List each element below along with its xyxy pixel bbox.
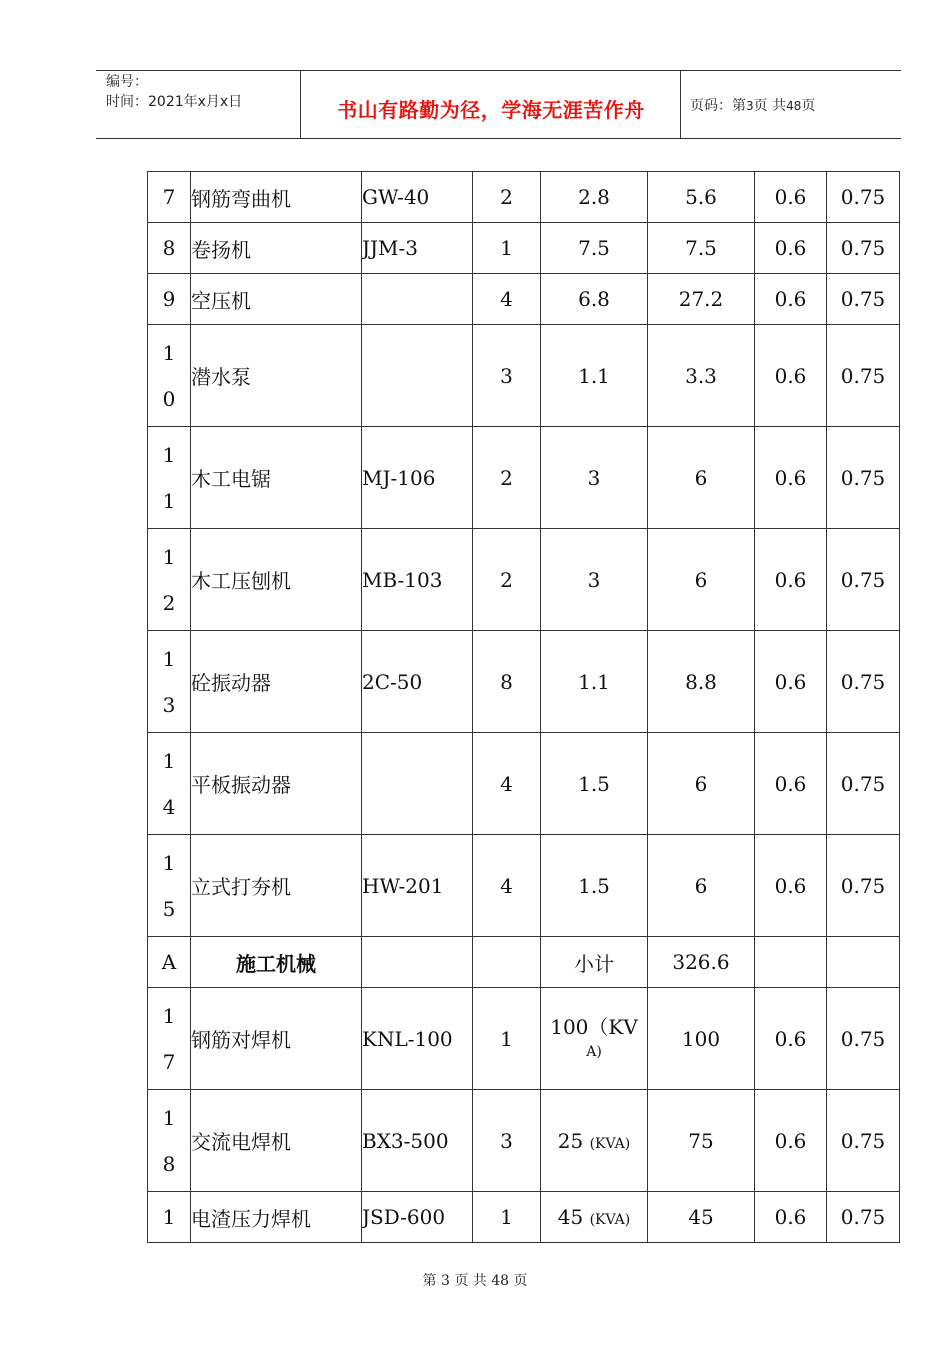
empty-cell [362, 937, 473, 988]
equipment-demand-factor: 0.6 [755, 835, 827, 937]
table-row [148, 223, 900, 274]
table-row [148, 274, 900, 325]
page-label-prefix: 页码：第 [690, 98, 746, 114]
header-meta [106, 72, 242, 112]
equipment-name: 砼振动器 [191, 631, 362, 733]
equipment-power-factor: 0.75 [827, 223, 900, 274]
equipment-qty: 1 [473, 1192, 541, 1243]
power-unit: (KVA) [589, 1212, 631, 1228]
row-index-digit: 1 [162, 442, 176, 467]
row-index-digit: 4 [162, 794, 176, 819]
row-index-digit: 8 [162, 1151, 176, 1176]
header-page-info [690, 95, 815, 115]
equipment-total-power: 6 [648, 529, 755, 631]
equipment-power-factor: 0.75 [827, 427, 900, 529]
equipment-total-power: 6 [648, 733, 755, 835]
equipment-demand-factor: 0.6 [755, 631, 827, 733]
equipment-qty: 2 [473, 427, 541, 529]
equipment-model: 2C-50 [362, 631, 473, 733]
equipment-model: KNL-100 [362, 988, 473, 1090]
header-divider-right [680, 70, 681, 138]
equipment-total-power: 27.2 [648, 274, 755, 325]
equipment-power: 1.5 [541, 733, 648, 835]
equipment-model [362, 733, 473, 835]
equipment-power-factor: 0.75 [827, 835, 900, 937]
row-index-digit: 7 [162, 1049, 176, 1074]
empty-cell [755, 937, 827, 988]
power-value: 45 [557, 1205, 584, 1229]
row-index: 1 [148, 1192, 191, 1243]
table-row [148, 835, 900, 937]
row-index [148, 988, 191, 1090]
equipment-name: 立式打夯机 [191, 835, 362, 937]
equipment-qty: 4 [473, 733, 541, 835]
row-index-digit: 5 [162, 896, 176, 921]
equipment-model: MJ-106 [362, 427, 473, 529]
equipment-name: 卷扬机 [191, 223, 362, 274]
equipment-power [541, 1090, 648, 1192]
table-row [148, 733, 900, 835]
equipment-power-factor: 0.75 [827, 988, 900, 1090]
equipment-qty: 3 [473, 1090, 541, 1192]
equipment-demand-factor: 0.6 [755, 427, 827, 529]
footer-suffix: 页 [513, 1273, 528, 1289]
equipment-name: 钢筋弯曲机 [191, 172, 362, 223]
equipment-model: BX3-500 [362, 1090, 473, 1192]
row-index-digit: 1 [162, 850, 176, 875]
row-index-digit: 3 [162, 692, 176, 717]
equipment-model: GW-40 [362, 172, 473, 223]
equipment-total-power: 6 [648, 427, 755, 529]
table-row [148, 427, 900, 529]
equipment-demand-factor: 0.6 [755, 325, 827, 427]
row-index [148, 733, 191, 835]
equipment-power: 1.1 [541, 325, 648, 427]
equipment-power-factor: 0.75 [827, 733, 900, 835]
table-row [148, 325, 900, 427]
power-value-line2: A) [586, 1043, 602, 1060]
equipment-power [541, 1192, 648, 1243]
equipment-model: HW-201 [362, 835, 473, 937]
equipment-total-power: 75 [648, 1090, 755, 1192]
equipment-table [147, 171, 900, 1243]
equipment-demand-factor: 0.6 [755, 172, 827, 223]
equipment-total-power: 8.8 [648, 631, 755, 733]
row-index-digit: 1 [162, 340, 176, 365]
row-index-digit: 1 [162, 646, 176, 671]
equipment-power: 1.1 [541, 631, 648, 733]
header-bottom-rule [96, 138, 901, 139]
row-index-digit: 1 [162, 488, 176, 513]
table-row [148, 631, 900, 733]
empty-cell [827, 937, 900, 988]
table-row [148, 529, 900, 631]
row-index [148, 427, 191, 529]
equipment-power-factor: 0.75 [827, 172, 900, 223]
page-total: 48 [786, 99, 802, 113]
row-index [148, 529, 191, 631]
equipment-name: 木工电锯 [191, 427, 362, 529]
equipment-name: 交流电焊机 [191, 1090, 362, 1192]
row-index-digit: 1 [162, 748, 176, 773]
row-index: 9 [148, 274, 191, 325]
header-motto: 书山有路勤为径，学海无涯苦作舟 [337, 98, 645, 122]
equipment-model [362, 325, 473, 427]
row-index [148, 835, 191, 937]
footer-mid: 页 共 [454, 1273, 487, 1289]
row-index [148, 631, 191, 733]
footer-prefix: 第 [422, 1273, 437, 1289]
equipment-power-factor: 0.75 [827, 631, 900, 733]
equipment-power [541, 988, 648, 1090]
equipment-model: JSD-600 [362, 1192, 473, 1243]
row-index: 7 [148, 172, 191, 223]
page-current: 3 [746, 99, 754, 113]
equipment-qty: 1 [473, 223, 541, 274]
equipment-power: 3 [541, 529, 648, 631]
equipment-power: 6.8 [541, 274, 648, 325]
page-label-mid: 页 共 [753, 98, 787, 114]
equipment-power-factor: 0.75 [827, 325, 900, 427]
equipment-total-power: 6 [648, 835, 755, 937]
page-footer [0, 1270, 950, 1290]
row-index-digit: 1 [162, 1105, 176, 1130]
equipment-power: 3 [541, 427, 648, 529]
header-top-rule [96, 70, 901, 71]
row-index-digit: 0 [162, 386, 176, 411]
row-index-digit: 2 [162, 590, 176, 615]
page-label-suffix: 页 [801, 98, 816, 114]
equipment-total-power: 5.6 [648, 172, 755, 223]
equipment-qty: 2 [473, 529, 541, 631]
table-row [148, 1192, 900, 1243]
equipment-total-power: 7.5 [648, 223, 755, 274]
table-row [148, 1090, 900, 1192]
equipment-demand-factor: 0.6 [755, 988, 827, 1090]
subtotal-name: 施工机械 [191, 937, 362, 988]
equipment-demand-factor: 0.6 [755, 274, 827, 325]
equipment-total-power: 3.3 [648, 325, 755, 427]
power-unit: (KVA) [589, 1135, 631, 1152]
equipment-model: MB-103 [362, 529, 473, 631]
time-label: 时间：2021年x月x日 [106, 94, 243, 110]
equipment-power-factor: 0.75 [827, 1192, 900, 1243]
empty-cell [473, 937, 541, 988]
equipment-name: 空压机 [191, 274, 362, 325]
equipment-qty: 3 [473, 325, 541, 427]
equipment-name: 钢筋对焊机 [191, 988, 362, 1090]
row-index-digit: 1 [162, 544, 176, 569]
row-index [148, 1090, 191, 1192]
equipment-name: 平板振动器 [191, 733, 362, 835]
equipment-demand-factor: 0.6 [755, 733, 827, 835]
subtotal-total: 326.6 [648, 937, 755, 988]
equipment-demand-factor: 0.6 [755, 529, 827, 631]
equipment-qty: 4 [473, 274, 541, 325]
equipment-qty: 2 [473, 172, 541, 223]
row-index: 8 [148, 223, 191, 274]
equipment-power: 7.5 [541, 223, 648, 274]
table-row [148, 988, 900, 1090]
footer-current: 3 [440, 1273, 450, 1289]
equipment-power: 1.5 [541, 835, 648, 937]
equipment-name: 木工压刨机 [191, 529, 362, 631]
footer-total: 48 [491, 1273, 510, 1289]
equipment-total-power: 45 [648, 1192, 755, 1243]
equipment-qty: 4 [473, 835, 541, 937]
equipment-qty: 1 [473, 988, 541, 1090]
row-index [148, 325, 191, 427]
equipment-demand-factor: 0.6 [755, 1090, 827, 1192]
equipment-power-factor: 0.75 [827, 1090, 900, 1192]
equipment-model [362, 274, 473, 325]
code-label: 编号： [106, 74, 148, 90]
equipment-demand-factor: 0.6 [755, 223, 827, 274]
header-divider-left [300, 70, 301, 138]
table-row [148, 172, 900, 223]
equipment-power: 2.8 [541, 172, 648, 223]
equipment-qty: 8 [473, 631, 541, 733]
subtotal-row [148, 937, 900, 988]
row-index-digit: 1 [162, 1003, 176, 1028]
power-value-line1: 100（KV [550, 1014, 638, 1039]
equipment-power-factor: 0.75 [827, 529, 900, 631]
equipment-model: JJM-3 [362, 223, 473, 274]
equipment-name: 电渣压力焊机 [191, 1192, 362, 1243]
equipment-power-factor: 0.75 [827, 274, 900, 325]
subtotal-index: A [148, 937, 191, 988]
power-value: 25 [557, 1128, 584, 1153]
equipment-name: 潜水泵 [191, 325, 362, 427]
subtotal-label: 小计 [541, 937, 648, 988]
equipment-demand-factor: 0.6 [755, 1192, 827, 1243]
equipment-total-power: 100 [648, 988, 755, 1090]
